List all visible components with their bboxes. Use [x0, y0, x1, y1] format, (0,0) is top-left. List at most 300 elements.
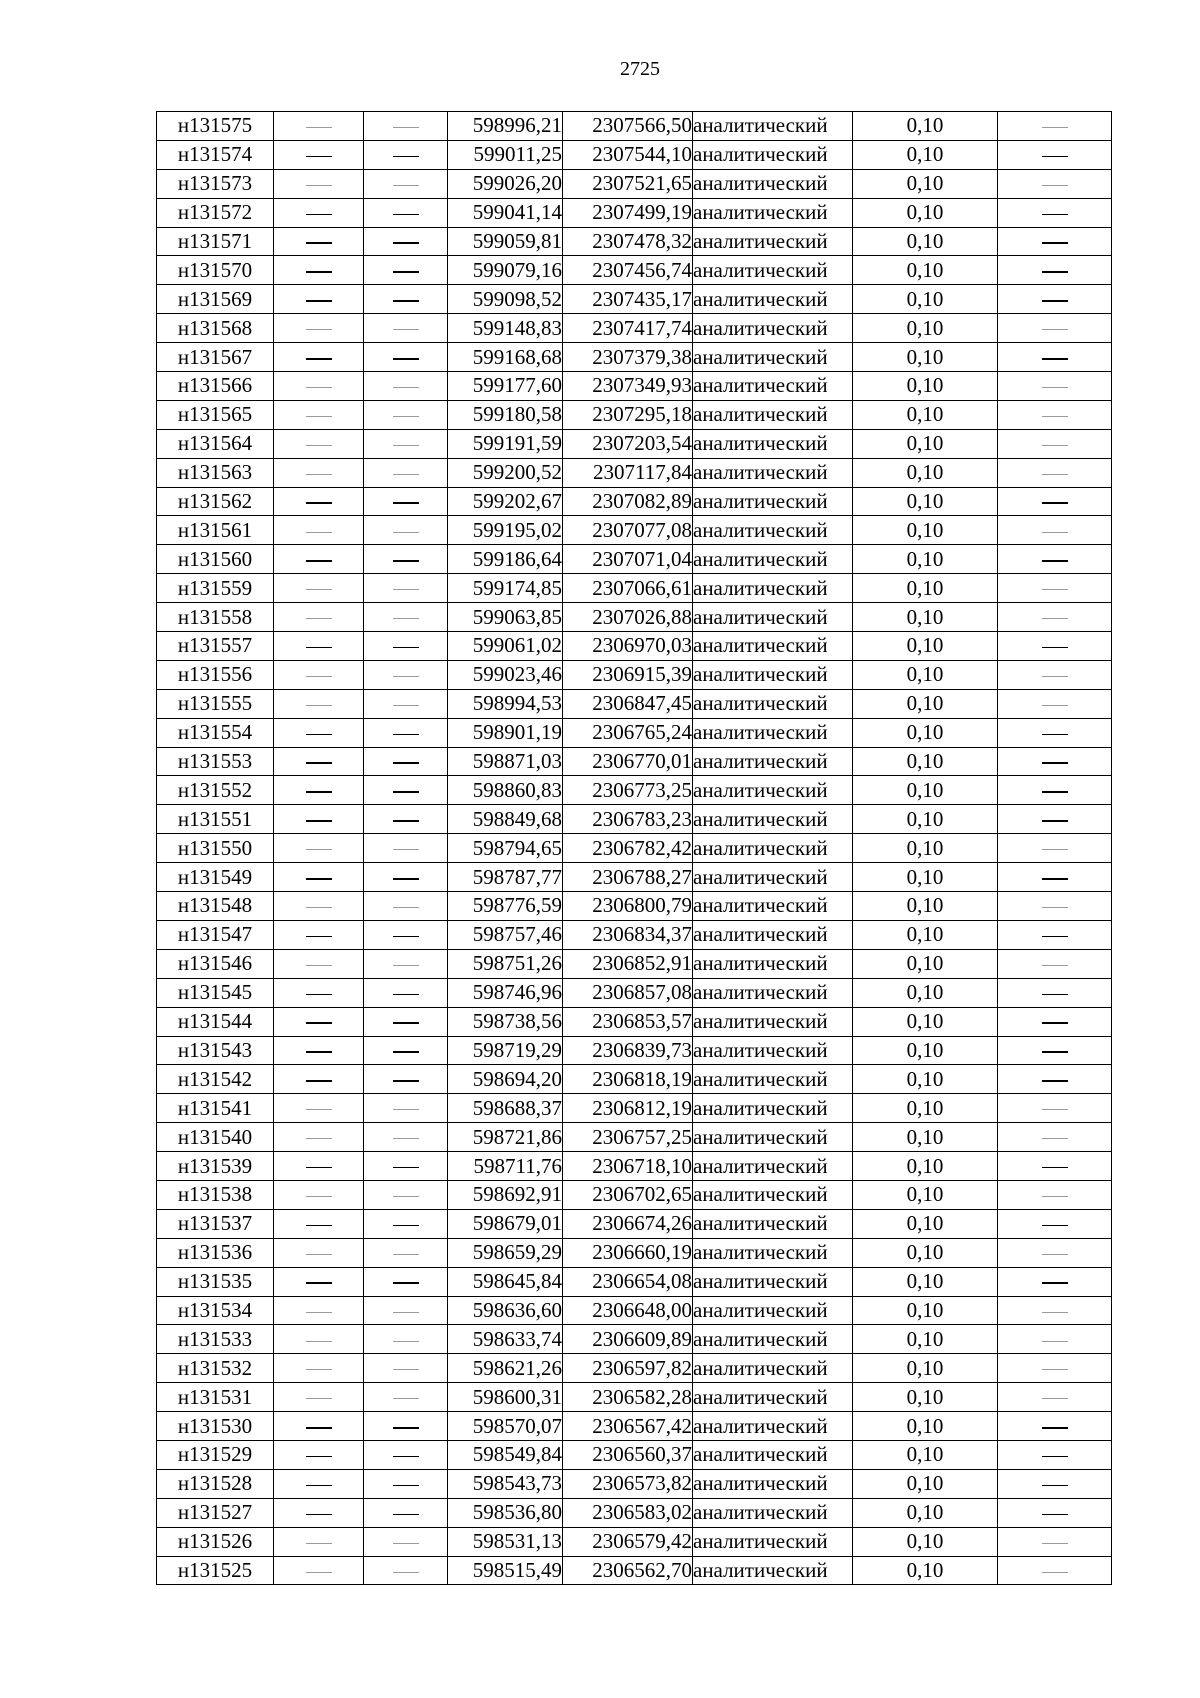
accuracy-cell: 0,10	[853, 487, 998, 516]
empty-cell-dash	[364, 169, 448, 198]
empty-cell-dash	[998, 198, 1112, 227]
point-name: н131572	[157, 198, 274, 227]
coord-y: 2307077,08	[563, 516, 693, 545]
method-cell: аналитический	[693, 978, 853, 1007]
dash-mark	[393, 300, 419, 302]
empty-cell-dash	[274, 1209, 364, 1238]
point-name: н131536	[157, 1238, 274, 1267]
point-name: н131569	[157, 285, 274, 314]
dash-mark	[1042, 1080, 1068, 1082]
empty-cell-dash	[998, 1296, 1112, 1325]
method-cell: аналитический	[693, 1123, 853, 1152]
point-name: н131533	[157, 1325, 274, 1354]
point-name: н131542	[157, 1065, 274, 1094]
dash-mark	[1042, 1572, 1068, 1573]
dash-mark	[306, 1051, 332, 1053]
coord-y: 2306654,08	[563, 1267, 693, 1296]
empty-cell-dash	[998, 169, 1112, 198]
empty-cell-dash	[364, 227, 448, 256]
dash-mark	[1042, 1485, 1068, 1487]
dash-mark	[393, 791, 419, 793]
empty-cell-dash	[274, 1065, 364, 1094]
empty-cell-dash	[998, 1556, 1112, 1585]
empty-cell-dash	[998, 1094, 1112, 1123]
coord-y: 2306660,19	[563, 1238, 693, 1267]
empty-cell-dash	[364, 198, 448, 227]
point-name: н131554	[157, 718, 274, 747]
empty-cell-dash	[274, 400, 364, 429]
dash-mark	[393, 849, 419, 850]
coord-y: 2306718,10	[563, 1152, 693, 1181]
coord-y: 2306562,70	[563, 1556, 693, 1585]
dash-mark	[1042, 185, 1068, 186]
point-name: н131546	[157, 949, 274, 978]
method-cell: аналитический	[693, 198, 853, 227]
coord-x: 599180,58	[448, 400, 563, 429]
empty-cell-dash	[998, 718, 1112, 747]
coord-y: 2307203,54	[563, 429, 693, 458]
dash-mark	[306, 1543, 332, 1544]
empty-cell-dash	[998, 458, 1112, 487]
dash-mark	[1042, 965, 1068, 966]
dash-mark	[306, 994, 332, 996]
method-cell: аналитический	[693, 805, 853, 834]
method-cell: аналитический	[693, 227, 853, 256]
point-name: н131573	[157, 169, 274, 198]
dash-mark	[1042, 1456, 1068, 1458]
method-cell: аналитический	[693, 372, 853, 401]
dash-mark	[1042, 156, 1068, 158]
coord-x: 599023,46	[448, 660, 563, 689]
empty-cell-dash	[274, 1527, 364, 1556]
accuracy-cell: 0,10	[853, 140, 998, 169]
empty-cell-dash	[364, 400, 448, 429]
method-cell: аналитический	[693, 516, 853, 545]
method-cell: аналитический	[693, 747, 853, 776]
empty-cell-dash	[364, 545, 448, 574]
coord-x: 599200,52	[448, 458, 563, 487]
table-row	[157, 256, 1112, 285]
dash-mark	[306, 849, 332, 850]
dash-mark	[1042, 445, 1068, 446]
dash-mark	[306, 734, 332, 736]
coord-y: 2306757,25	[563, 1123, 693, 1152]
coord-y: 2306702,65	[563, 1180, 693, 1209]
coord-x: 599059,81	[448, 227, 563, 256]
accuracy-cell: 0,10	[853, 400, 998, 429]
coord-y: 2306765,24	[563, 718, 693, 747]
empty-cell-dash	[274, 949, 364, 978]
coord-y: 2307349,93	[563, 372, 693, 401]
accuracy-cell: 0,10	[853, 603, 998, 632]
accuracy-cell: 0,10	[853, 920, 998, 949]
method-cell: аналитический	[693, 718, 853, 747]
dash-mark	[1042, 791, 1068, 793]
empty-cell-dash	[274, 603, 364, 632]
table-row	[157, 1007, 1112, 1036]
empty-cell-dash	[274, 863, 364, 892]
dash-mark	[393, 1109, 419, 1110]
coord-y: 2306800,79	[563, 892, 693, 921]
method-cell: аналитический	[693, 1412, 853, 1441]
accuracy-cell: 0,10	[853, 256, 998, 285]
method-cell: аналитический	[693, 1238, 853, 1267]
coord-x: 599098,52	[448, 285, 563, 314]
dash-mark	[306, 936, 332, 938]
coord-x: 598549,84	[448, 1440, 563, 1469]
method-cell: аналитический	[693, 603, 853, 632]
coord-y: 2307435,17	[563, 285, 693, 314]
empty-cell-dash	[998, 892, 1112, 921]
coord-x: 598692,91	[448, 1180, 563, 1209]
dash-mark	[306, 1341, 332, 1342]
dash-mark	[393, 242, 419, 244]
coord-x: 599063,85	[448, 603, 563, 632]
table-row	[157, 863, 1112, 892]
dash-mark	[1042, 1254, 1068, 1255]
dash-mark	[306, 127, 332, 128]
dash-mark	[1042, 1138, 1068, 1139]
coord-x: 598636,60	[448, 1296, 563, 1325]
point-name: н131566	[157, 372, 274, 401]
empty-cell-dash	[998, 1065, 1112, 1094]
method-cell: аналитический	[693, 1094, 853, 1123]
empty-cell-dash	[998, 978, 1112, 1007]
table-row	[157, 1065, 1112, 1094]
dash-mark	[1042, 1514, 1068, 1516]
point-name: н131555	[157, 689, 274, 718]
accuracy-cell: 0,10	[853, 1354, 998, 1383]
accuracy-cell: 0,10	[853, 1152, 998, 1181]
dash-mark	[1042, 329, 1068, 330]
point-name: н131544	[157, 1007, 274, 1036]
dash-mark	[306, 560, 332, 562]
coord-y: 2306847,45	[563, 689, 693, 718]
dash-mark	[306, 502, 332, 504]
method-cell: аналитический	[693, 863, 853, 892]
dash-mark	[393, 1196, 419, 1197]
dash-mark	[1042, 705, 1068, 706]
method-cell: аналитический	[693, 314, 853, 343]
dash-mark	[306, 416, 332, 417]
table-row	[157, 603, 1112, 632]
empty-cell-dash	[274, 718, 364, 747]
point-name: н131541	[157, 1094, 274, 1123]
dash-mark	[1042, 1022, 1068, 1024]
empty-cell-dash	[364, 776, 448, 805]
coord-x: 598721,86	[448, 1123, 563, 1152]
empty-cell-dash	[998, 545, 1112, 574]
empty-cell-dash	[364, 285, 448, 314]
dash-mark	[1042, 502, 1068, 504]
coord-x: 598776,59	[448, 892, 563, 921]
point-name: н131559	[157, 574, 274, 603]
accuracy-cell: 0,10	[853, 227, 998, 256]
dash-mark	[306, 1312, 332, 1313]
table-row	[157, 718, 1112, 747]
method-cell: аналитический	[693, 1209, 853, 1238]
table-row	[157, 343, 1112, 372]
dash-mark	[393, 502, 419, 504]
dash-mark	[393, 1312, 419, 1313]
method-cell: аналитический	[693, 1152, 853, 1181]
dash-mark	[306, 156, 332, 158]
empty-cell-dash	[274, 776, 364, 805]
empty-cell-dash	[998, 776, 1112, 805]
dash-mark	[393, 618, 419, 619]
dash-mark	[306, 214, 332, 216]
method-cell: аналитический	[693, 1296, 853, 1325]
dash-mark	[306, 1167, 332, 1169]
method-cell: аналитический	[693, 1036, 853, 1065]
table-row	[157, 1267, 1112, 1296]
coord-y: 2307566,50	[563, 112, 693, 141]
dash-mark	[306, 1427, 332, 1429]
empty-cell-dash	[364, 487, 448, 516]
dash-mark	[393, 329, 419, 330]
dash-mark	[393, 1572, 419, 1573]
coord-x: 598694,20	[448, 1065, 563, 1094]
dash-mark	[1042, 1167, 1068, 1169]
dash-mark	[1042, 878, 1068, 880]
accuracy-cell: 0,10	[853, 314, 998, 343]
empty-cell-dash	[364, 632, 448, 661]
accuracy-cell: 0,10	[853, 1267, 998, 1296]
dash-mark	[1042, 1225, 1068, 1227]
coord-x: 598787,77	[448, 863, 563, 892]
dash-mark	[1042, 1196, 1068, 1197]
accuracy-cell: 0,10	[853, 1007, 998, 1036]
empty-cell-dash	[998, 834, 1112, 863]
dash-mark	[1042, 1398, 1068, 1399]
dash-mark	[1042, 589, 1068, 590]
dash-mark	[1042, 734, 1068, 736]
point-name: н131548	[157, 892, 274, 921]
empty-cell-dash	[364, 1238, 448, 1267]
table-row	[157, 516, 1112, 545]
point-name: н131537	[157, 1209, 274, 1238]
empty-cell-dash	[998, 429, 1112, 458]
coord-x: 599079,16	[448, 256, 563, 285]
accuracy-cell: 0,10	[853, 1469, 998, 1498]
method-cell: аналитический	[693, 112, 853, 141]
empty-cell-dash	[364, 1267, 448, 1296]
table-row	[157, 1209, 1112, 1238]
dash-mark	[393, 965, 419, 966]
empty-cell-dash	[364, 834, 448, 863]
accuracy-cell: 0,10	[853, 1036, 998, 1065]
dash-mark	[393, 271, 419, 273]
point-name: н131529	[157, 1440, 274, 1469]
empty-cell-dash	[364, 256, 448, 285]
method-cell: аналитический	[693, 487, 853, 516]
coord-y: 2306582,28	[563, 1383, 693, 1412]
empty-cell-dash	[998, 574, 1112, 603]
empty-cell-dash	[998, 1238, 1112, 1267]
empty-cell-dash	[998, 1325, 1112, 1354]
table-row	[157, 949, 1112, 978]
method-cell: аналитический	[693, 256, 853, 285]
method-cell: аналитический	[693, 1007, 853, 1036]
empty-cell-dash	[274, 112, 364, 141]
coord-y: 2306970,03	[563, 632, 693, 661]
dash-mark	[393, 387, 419, 388]
table-row	[157, 1123, 1112, 1152]
point-name: н131545	[157, 978, 274, 1007]
empty-cell-dash	[274, 1556, 364, 1585]
point-name: н131532	[157, 1354, 274, 1383]
table-row	[157, 776, 1112, 805]
coord-y: 2307071,04	[563, 545, 693, 574]
dash-mark	[306, 676, 332, 677]
dash-mark	[393, 474, 419, 475]
dash-mark	[306, 1282, 332, 1284]
empty-cell-dash	[998, 1152, 1112, 1181]
empty-cell-dash	[364, 1498, 448, 1527]
dash-mark	[306, 791, 332, 793]
coord-x: 599061,02	[448, 632, 563, 661]
dash-mark	[306, 1572, 332, 1573]
coord-y: 2306567,42	[563, 1412, 693, 1441]
point-name: н131525	[157, 1556, 274, 1585]
dash-mark	[393, 560, 419, 562]
coord-y: 2307066,61	[563, 574, 693, 603]
accuracy-cell: 0,10	[853, 1094, 998, 1123]
dash-mark	[1042, 532, 1068, 533]
accuracy-cell: 0,10	[853, 689, 998, 718]
empty-cell-dash	[364, 1412, 448, 1441]
empty-cell-dash	[364, 1556, 448, 1585]
dash-mark	[306, 1369, 332, 1370]
empty-cell-dash	[364, 747, 448, 776]
accuracy-cell: 0,10	[853, 169, 998, 198]
table-row	[157, 834, 1112, 863]
coord-y: 2307499,19	[563, 198, 693, 227]
coord-x: 598738,56	[448, 1007, 563, 1036]
empty-cell-dash	[364, 314, 448, 343]
empty-cell-dash	[274, 1007, 364, 1036]
coord-x: 598719,29	[448, 1036, 563, 1065]
dash-mark	[393, 156, 419, 158]
coord-x: 598531,13	[448, 1527, 563, 1556]
table-row	[157, 1556, 1112, 1585]
method-cell: аналитический	[693, 1267, 853, 1296]
empty-cell-dash	[274, 1296, 364, 1325]
dash-mark	[1042, 1109, 1068, 1110]
dash-mark	[1042, 820, 1068, 822]
empty-cell-dash	[274, 516, 364, 545]
empty-cell-dash	[274, 1325, 364, 1354]
coord-y: 2306853,57	[563, 1007, 693, 1036]
empty-cell-dash	[998, 920, 1112, 949]
accuracy-cell: 0,10	[853, 1440, 998, 1469]
table-row	[157, 112, 1112, 141]
coord-x: 599011,25	[448, 140, 563, 169]
empty-cell-dash	[364, 1469, 448, 1498]
coord-x: 598621,26	[448, 1354, 563, 1383]
table-row	[157, 1354, 1112, 1383]
coord-y: 2306818,19	[563, 1065, 693, 1094]
coord-x: 598996,21	[448, 112, 563, 141]
empty-cell-dash	[998, 1527, 1112, 1556]
empty-cell-dash	[274, 372, 364, 401]
table-row	[157, 285, 1112, 314]
coord-y: 2306852,91	[563, 949, 693, 978]
empty-cell-dash	[274, 1440, 364, 1469]
empty-cell-dash	[274, 545, 364, 574]
coord-y: 2307478,32	[563, 227, 693, 256]
coord-x: 599148,83	[448, 314, 563, 343]
empty-cell-dash	[364, 1354, 448, 1383]
empty-cell-dash	[364, 516, 448, 545]
accuracy-cell: 0,10	[853, 718, 998, 747]
dash-mark	[393, 936, 419, 938]
table-row	[157, 1094, 1112, 1123]
empty-cell-dash	[998, 747, 1112, 776]
coord-x: 598901,19	[448, 718, 563, 747]
point-name: н131552	[157, 776, 274, 805]
table-row	[157, 1527, 1112, 1556]
table-row	[157, 1498, 1112, 1527]
point-name: н131540	[157, 1123, 274, 1152]
coord-y: 2307417,74	[563, 314, 693, 343]
accuracy-cell: 0,10	[853, 429, 998, 458]
point-name: н131538	[157, 1180, 274, 1209]
empty-cell-dash	[364, 429, 448, 458]
accuracy-cell: 0,10	[853, 892, 998, 921]
table-row	[157, 632, 1112, 661]
empty-cell-dash	[274, 1354, 364, 1383]
method-cell: аналитический	[693, 1325, 853, 1354]
dash-mark	[306, 242, 332, 244]
empty-cell-dash	[998, 863, 1112, 892]
empty-cell-dash	[998, 516, 1112, 545]
table-row	[157, 1469, 1112, 1498]
table-row	[157, 487, 1112, 516]
dash-mark	[393, 1282, 419, 1284]
table-row	[157, 978, 1112, 1007]
coord-x: 598543,73	[448, 1469, 563, 1498]
coord-y: 2306560,37	[563, 1440, 693, 1469]
dash-mark	[306, 1225, 332, 1227]
accuracy-cell: 0,10	[853, 574, 998, 603]
empty-cell-dash	[274, 978, 364, 1007]
coord-y: 2307456,74	[563, 256, 693, 285]
dash-mark	[1042, 1543, 1068, 1544]
empty-cell-dash	[274, 574, 364, 603]
coord-y: 2306597,82	[563, 1354, 693, 1383]
empty-cell-dash	[998, 1498, 1112, 1527]
point-name: н131534	[157, 1296, 274, 1325]
empty-cell-dash	[274, 1094, 364, 1123]
point-name: н131526	[157, 1527, 274, 1556]
coord-x: 598757,46	[448, 920, 563, 949]
accuracy-cell: 0,10	[853, 545, 998, 574]
coord-y: 2307295,18	[563, 400, 693, 429]
point-name: н131564	[157, 429, 274, 458]
coord-x: 598688,37	[448, 1094, 563, 1123]
dash-mark	[306, 647, 332, 649]
dash-mark	[306, 358, 332, 360]
empty-cell-dash	[998, 256, 1112, 285]
dash-mark	[393, 1138, 419, 1139]
coord-y: 2306788,27	[563, 863, 693, 892]
dash-mark	[393, 358, 419, 360]
empty-cell-dash	[364, 1180, 448, 1209]
method-cell: аналитический	[693, 343, 853, 372]
coord-x: 599026,20	[448, 169, 563, 198]
dash-mark	[1042, 127, 1068, 128]
